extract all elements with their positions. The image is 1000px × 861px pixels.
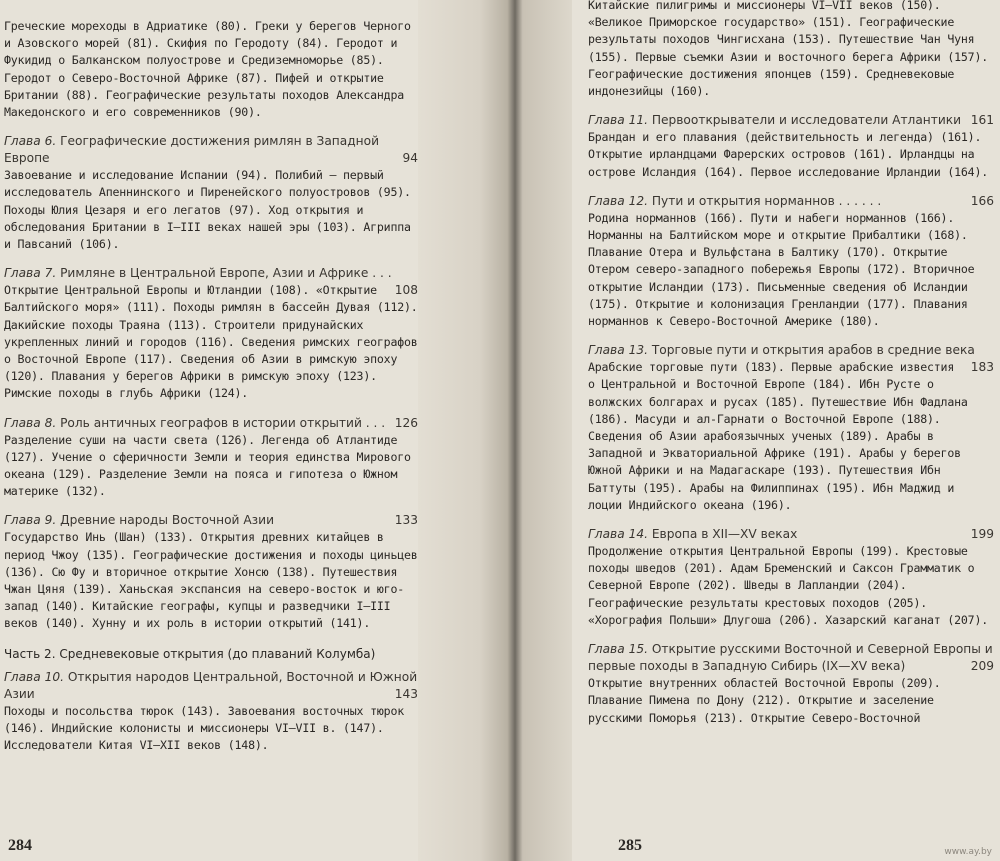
entry-description: Брандан и его плавания (действительность и легенда) (161). Открытие ирландцами Фарерских островов (161). Ирландцы на острове Исландия (164). Первое исследование Ирландии (164). (588, 130, 989, 179)
page-number: 285 (618, 837, 642, 854)
chapter-title: Географические достижения римлян в Западной Европе (4, 134, 380, 166)
toc-entry (588, 112, 994, 181)
chapter-page: 166 (970, 193, 994, 208)
entry-description: Родина норманнов (166). Пути и набеги норманнов (166). Норманны на Балтийском море и открытие Прибалтики (168). Плавание Отера и Вульфстана в Балтику (170). Открытие Отером северо-западного побережья Европы (172). Вторичное открытие Исландии (173). Письменные сведения об Исландии (175). Открытие и колонизация Гренландии (177). Плавания норманнов к Северо-Восточной Америке (180). (588, 210, 975, 329)
chapter-heading (4, 133, 418, 167)
chapter-title: Европа в XII—XV веках (651, 527, 798, 542)
chapter-label: Глава 6. (4, 134, 57, 149)
chapter-heading (588, 342, 994, 375)
chapter-title: Первооткрыватели и исследователи Атлантики (651, 113, 962, 128)
toc-entry (4, 415, 418, 501)
chapter-label: Глава 8. (4, 415, 57, 430)
left-column (4, 18, 418, 766)
chapter-heading (588, 193, 994, 210)
toc-entry (588, 0, 994, 100)
chapter-heading (4, 669, 418, 703)
chapter-page: 108 (394, 283, 418, 298)
right-page (572, 0, 1000, 861)
chapter-heading (588, 641, 994, 675)
chapter-page: 143 (394, 686, 418, 701)
chapter-page: 161 (970, 113, 994, 128)
chapter-label: Глава 13. (588, 343, 648, 358)
chapter-heading (4, 265, 418, 298)
chapter-heading (4, 512, 418, 529)
chapter-heading (4, 415, 418, 432)
entry-description: Открытие Центральной Европы и Ютландии (108). «Открытие Балтийского моря» (111). Походы римлян в бассейн Дувая (112). Дакийские походы Траяна (113). Строители придунайских укрепленных линий и городов (116). Сведения римских географов о Восточной Европе (117). Сведения об Азии в римскую эпоху (120). Плавания у берегов Африки в римскую эпоху (123). Римские походы в глубь Африки (124). (4, 283, 418, 401)
entry-description: Открытие внутренних областей Восточной Европы (209). Плавание Пимена по Дону (212). Открытие и заселение русскими Поморья (213). Открытие Северо-Восточной (588, 676, 941, 725)
entry-description: Китайские пилигримы и миссионеры VI—VII веков (150). «Великое Приморское государство» (151). Географические результаты походов Чингисхана (153). Путешествие Чан Чуня (155). Первые съемки Азии и восточного берега Африки (157). Географические достижения японцев (159). Средневековые индонезийцы (160). (588, 0, 989, 99)
toc-entry (4, 512, 418, 632)
entry-description: Государство Инь (Шан) (133). Открытия древних китайцев в период Чжоу (135). Географические достижения и походы циньцев (136). Сю Фу и вторичное открытие Хонсю (138). Путешествия Чжан Цяня (139). Ханьская экспансия на северо-восток и юго-запад (140). Китайские географы, купцы и разведчики I—III веков (140). Хунну и их роль в истории открытий (141). (4, 530, 418, 631)
chapter-label: Глава 10. (4, 669, 64, 684)
chapter-page: 199 (970, 527, 994, 542)
entry-description: Завоевание и исследование Испании (94). Полибий — первый исследователь Апеннинского и Пиренейского полуостровов (95). Походы Юлия Цезаря и его легатов (97). Ход открытия и обследования Британии в I—III веках нашей эры (103). Агриппа и Павсаний (106). (4, 168, 411, 252)
chapter-title: Роль античных географов в истории открытий . . . (60, 415, 386, 430)
chapter-label: Глава 11. (588, 113, 648, 128)
left-page (0, 0, 418, 861)
chapter-label: Глава 12. (588, 193, 648, 208)
chapter-title: Пути и открытия норманнов . . . . . . (651, 193, 882, 208)
chapter-title: Открытия народов Центральной, Восточной и Южной Азии (4, 669, 418, 701)
book-gutter (418, 0, 572, 861)
chapter-page: 126 (394, 415, 418, 430)
toc-entry (588, 526, 994, 629)
chapter-page: 94 (402, 151, 418, 166)
toc-entry (588, 641, 994, 727)
entry-description: Продолжение открытия Центральной Европы (199). Крестовые походы шведов (201). Адам Бременский и Саксон Грамматик о Северной Европе (202). Шведы в Лапландии (204). Географические результаты крестовых походов (205). «Хорография Польши» Длугоша (206). Хазарский каганат (207). (588, 544, 989, 627)
chapter-page: 209 (970, 659, 994, 674)
toc-entry (4, 669, 418, 755)
entry-description: Походы и посольства тюрок (143). Завоевания восточных тюрок (146). Индийские колонисты и миссионеры VI—VII в. (147). Исследователи Китая VI—XII веков (148). (4, 703, 405, 753)
toc-entry (4, 265, 418, 402)
chapter-title: Торговые пути и открытия арабов в средние века (651, 343, 975, 358)
page-number: 284 (8, 837, 32, 854)
toc-entry (4, 18, 418, 121)
chapter-label: Глава 7. (4, 266, 57, 281)
toc-entry (4, 133, 418, 253)
watermark: www.ay.by (944, 847, 992, 857)
entry-description: Арабские торговые пути (183). Первые арабские известия о Центральной и Восточной Европе (184). Ибн Русте о волжских болгарах и русах (185). Путешествие Ибн Фадлана (186). Масуди и ал-Гарнати о Восточной Европе (188). Сведения об Азии арабоязычных ученых (189). Арабы в Западной и Экваториальной Африке (191). Арабы у берегов Южной Африки и на Мадагаскаре (193). Путешествия Ибн Баттуты (195). Арабы на Филиппинах (195). Ибн Маджид и лоции Индийского океана (196). (588, 360, 968, 512)
chapter-label: Глава 14. (588, 527, 648, 542)
chapter-page: 183 (970, 360, 994, 375)
chapter-label: Глава 9. (4, 513, 57, 528)
entry-description: Греческие мореходы в Адриатике (80). Греки у берегов Черного и Азовского морей (81). Скифия по Геродоту (84). Геродот и Фукидид о Балканском полуострове и Средиземноморье (85). Геродот о Северо-Восточной Африке (87). Пифей и открытие Британии (88). Географические результаты походов Александра Македонского и его современников (90). (4, 19, 411, 120)
chapter-heading (588, 112, 994, 129)
part-heading: Часть 2. Средневековые открытия (до плаваний Колумба) (4, 646, 376, 661)
chapter-title: Римляне в Центральной Европе, Азии и Африке . . . (60, 266, 392, 281)
chapter-heading (588, 526, 994, 543)
toc-entry (588, 193, 994, 330)
right-column (588, 0, 994, 739)
chapter-page: 133 (394, 513, 418, 528)
chapter-title: Древние народы Восточной Азии (60, 513, 274, 528)
toc-entry (588, 342, 994, 514)
chapter-label: Глава 15. (588, 642, 648, 657)
chapter-title: Открытие русскими Восточной и Северной Европы и первые походы в Западную Сибирь (IX—XV века) (588, 642, 993, 674)
entry-description: Разделение суши на части света (126). Легенда об Атлантиде (127). Учение о сферичности Земли и теория единства Мирового океана (129). Разделение Земли на пояса и гипотеза о Южном материке (132). (4, 432, 411, 499)
